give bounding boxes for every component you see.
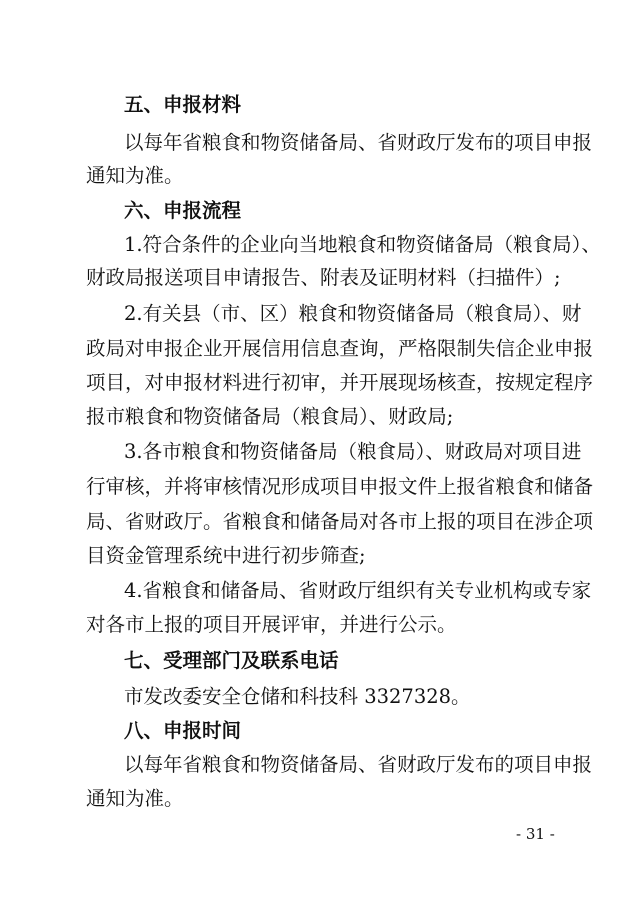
section-7-line-1: 市发改委安全仓储和科技科 3327328。	[124, 685, 471, 708]
section-6-item-1-line-1: 1.符合条件的企业向当地粮食和物资储备局（粮食局）、	[124, 233, 601, 256]
section-6-item-2-line-1: 2.有关县（市、区）粮食和物资储备局（粮食局）、财	[124, 302, 582, 325]
section-6-item-4-line-1: 4.省粮食和储备局、省财政厅组织有关专业机构或专家	[124, 579, 592, 602]
section-6-item-3-line-4: 目资金管理系统中进行初步筛查;	[86, 544, 366, 567]
section-5-line-1: 以每年省粮食和物资储备局、省财政厅发布的项目申报	[124, 131, 593, 154]
section-6-item-2-line-2: 政局对申报企业开展信用信息查询，严格限制失信企业申报	[86, 337, 594, 360]
section-6-item-4-line-2: 对各市上报的项目开展评审，并进行公示。	[86, 613, 457, 636]
section-8-line-2: 通知为准。	[86, 787, 184, 810]
section-6-item-3-line-1: 3.各市粮食和物资储备局（粮食局）、财政局对项目进	[124, 440, 582, 463]
section-5-line-2: 通知为准。	[86, 164, 184, 187]
section-6-item-2-line-4: 报市粮食和物资储备局（粮食局）、财政局;	[86, 405, 454, 428]
page-number: - 31 -	[516, 825, 555, 843]
section-8-line-1: 以每年省粮食和物资储备局、省财政厅发布的项目申报	[124, 753, 593, 776]
section-6-item-3-line-3: 局、省财政厅。省粮食和储备局对各市上报的项目在涉企项	[86, 510, 594, 533]
section-8-heading: 八、申报时间	[124, 719, 242, 742]
section-6-heading: 六、申报流程	[124, 199, 242, 222]
section-6-item-1-line-2: 财政局报送项目申请报告、附表及证明材料（扫描件）;	[86, 266, 561, 289]
section-6-item-2-line-3: 项目，对申报材料进行初审，并开展现场核查，按规定程序	[86, 371, 594, 394]
section-6-item-3-line-2: 行审核，并将审核情况形成项目申报文件上报省粮食和储备	[86, 475, 594, 498]
section-5-heading: 五、申报材料	[124, 93, 242, 116]
section-7-heading: 七、受理部门及联系电话	[124, 649, 339, 672]
